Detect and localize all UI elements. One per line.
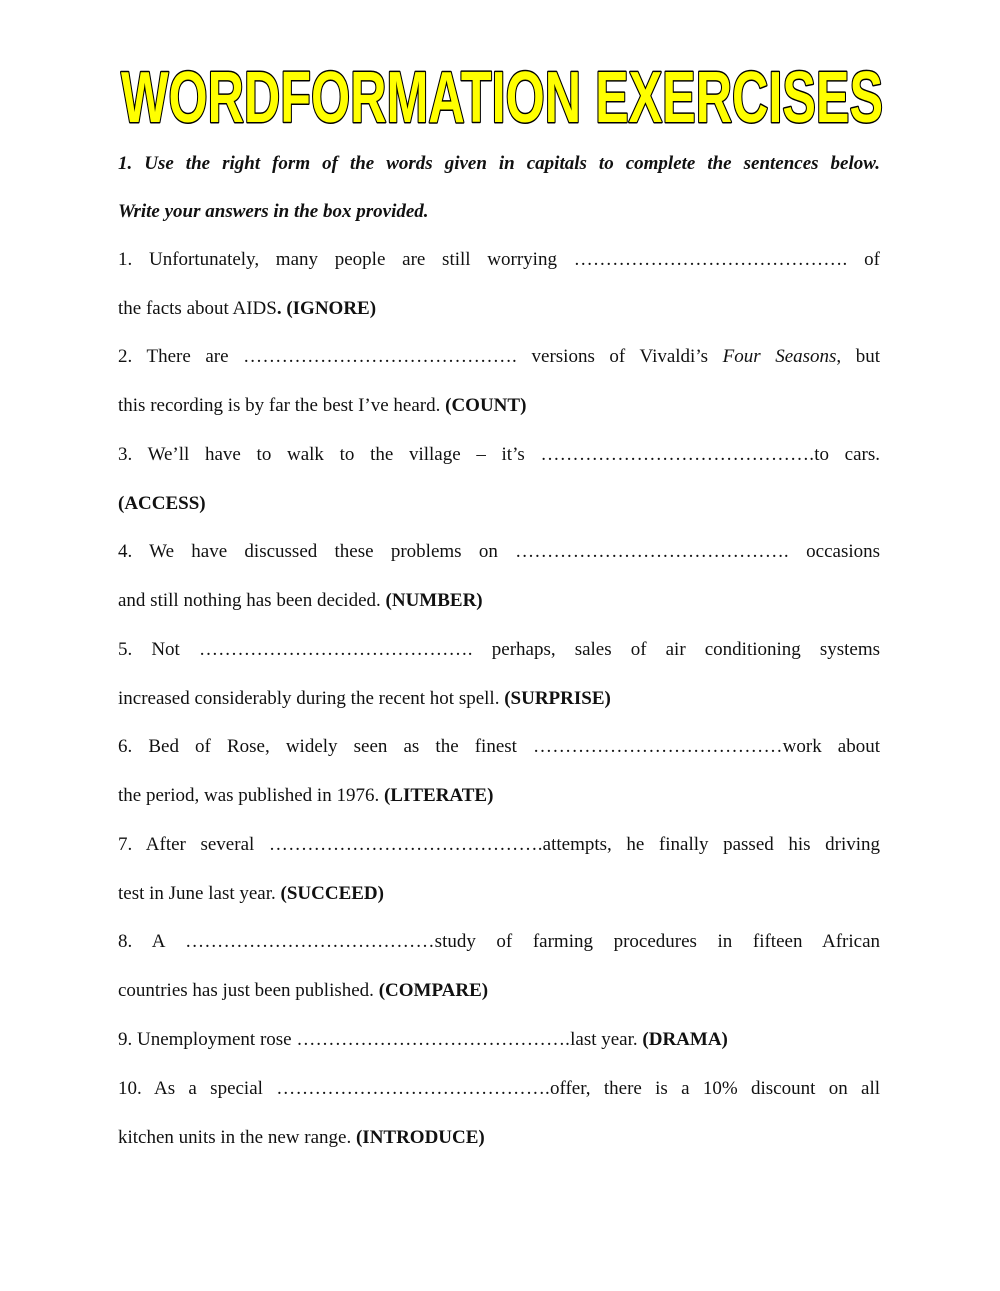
exercise-4-blank[interactable]: ……………………………………. [515,541,789,562]
exercise-4-text-end: occasions [806,541,881,562]
exercise-8-text: 8. A [118,931,165,952]
exercise-7-line-1 [118,833,880,857]
exercise-1-line-2 [118,297,880,321]
exercise-7-text-cont: test in June last year. [118,883,276,904]
exercise-7-text-end: attempts, he finally passed his driving [542,834,881,855]
exercise-3-line-1 [118,443,880,467]
exercise-1-text-cont: the facts about AIDS [118,298,277,319]
exercise-6-keyword: (LITERATE) [383,785,494,806]
exercise-5-text-end: perhaps, sales of air conditioning systems [491,639,881,660]
exercise-10-text: 10. As a special [118,1078,263,1099]
exercise-8-keyword: (COMPARE) [378,980,489,1001]
exercise-3-text: 3. We’ll have to walk to the village – it’s [118,444,525,465]
exercise-3-text-end: to cars. [814,444,880,465]
exercise-7-blank[interactable]: ……………………………………. [268,834,543,855]
exercise-3-blank[interactable]: ……………………………………. [540,444,815,465]
exercise-1-blank[interactable]: ……………………………………. [573,249,848,270]
exercise-4-line-2 [118,589,880,613]
exercise-6-text-end: work about [782,736,881,757]
exercise-2-text-end: , but [836,346,881,367]
exercise-8-line-2 [118,979,880,1003]
exercise-6-blank[interactable]: ………………………………… [533,736,783,757]
exercise-2-text-mid: versions of Vivaldi’s [531,346,709,367]
exercise-6-line-2 [118,784,880,808]
exercise-9-keyword: (DRAMA) [642,1029,728,1050]
exercise-3-line-2 [118,492,880,516]
exercise-10-line-2 [118,1126,880,1150]
exercise-2-italic-title: Four Seasons [722,346,837,367]
exercise-1-text: 1. Unfortunately, many people are still worrying [118,249,557,270]
exercise-2-text-cont: this recording is by far the best I’ve heard. [118,395,441,416]
exercise-1-text-end: of [864,249,880,270]
page-title [118,52,886,134]
exercise-9-line-1 [118,1028,880,1052]
exercise-10-blank[interactable]: ……………………………………. [276,1078,550,1099]
exercise-5-blank[interactable]: ……………………………………. [198,639,473,660]
exercise-6-text-cont: the period, was published in 1976. [118,785,380,806]
exercise-9-text-end: last year. [570,1029,638,1050]
exercise-8-text-cont: countries has just been published. [118,980,374,1001]
exercise-10-keyword: (INTRODUCE) [355,1127,485,1148]
exercise-9-text: 9. Unemployment rose [118,1029,292,1050]
exercise-2-line-2 [118,394,880,418]
exercise-1-keyword: . (IGNORE) [276,298,377,319]
exercise-5-text: 5. Not [118,639,180,660]
exercise-4-keyword: (NUMBER) [385,590,483,611]
exercise-6-line-1 [118,735,880,759]
exercise-8-line-1 [118,930,880,954]
title-graphic [118,52,886,134]
exercise-4-line-1 [118,540,880,564]
exercise-2-text: 2. There are [118,346,229,367]
exercise-1-line-1 [118,248,880,272]
exercise-10-line-1 [118,1077,880,1101]
exercise-5-line-1 [118,638,880,662]
exercise-4-text: 4. We have discussed these problems on [118,541,498,562]
exercise-2-keyword: (COUNT) [445,395,527,416]
exercise-8-text-end: study of farming procedures in fifteen African [434,931,881,952]
exercise-6-text: 6. Bed of Rose, widely seen as the finest [118,736,517,757]
exercise-5-keyword: (SURPRISE) [504,688,611,709]
exercise-10-text-cont: kitchen units in the new range. [118,1127,352,1148]
exercise-9-blank[interactable]: ……………………………………. [296,1029,571,1050]
exercise-2-blank[interactable]: ……………………………………. [243,346,517,367]
instructions-line-1: 1. Use the right form of the words given in capitals to complete the sentences below. [118,153,880,174]
exercise-10-text-end: offer, there is a 10% discount on all [550,1078,880,1099]
exercise-4-text-cont: and still nothing has been decided. [118,590,381,611]
exercise-8-blank[interactable]: ………………………………… [185,931,435,952]
exercise-7-text: 7. After several [118,834,255,855]
exercise-2-line-1 [118,345,880,369]
instructions-line-2: Write your answers in the box provided. [118,201,429,222]
exercise-5-text-cont: increased considerably during the recent hot spell. [118,688,500,709]
exercise-3-keyword: (ACCESS) [118,493,206,514]
title-text: WORDFORMATION EXERCISES [121,58,883,134]
exercise-7-line-2 [118,882,880,906]
exercise-5-line-2 [118,687,880,711]
exercise-7-keyword: (SUCCEED) [280,883,384,904]
